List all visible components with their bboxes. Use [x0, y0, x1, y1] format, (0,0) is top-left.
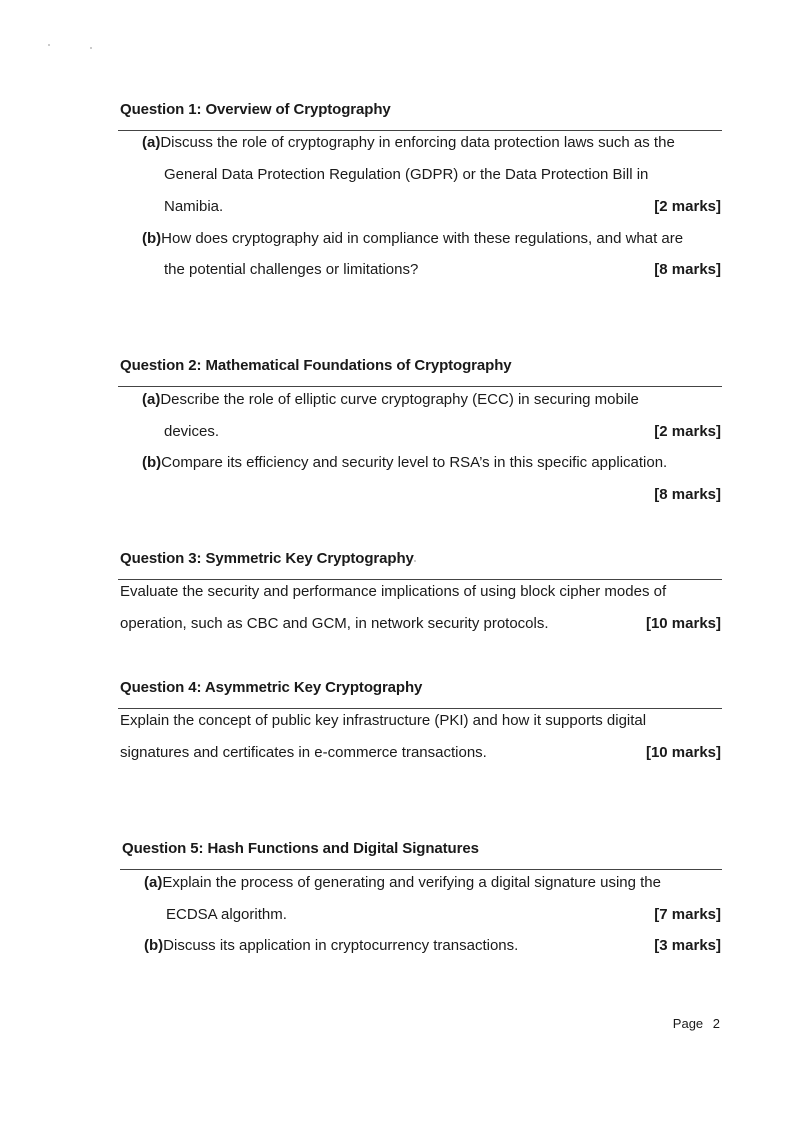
- question-5b-line-1: (b)Discuss its application in cryptocurrency transactions.: [144, 937, 519, 954]
- question-1a-marks: [2 marks]: [654, 198, 721, 215]
- scan-speck: [414, 560, 416, 562]
- question-1b-marks: [8 marks]: [654, 261, 721, 278]
- part-label: (b): [144, 937, 164, 954]
- question-1b-line-1: (b)How does cryptography aid in compliance with these regulations, and what are: [142, 230, 684, 247]
- question-1a-line-1: (a)Discuss the role of cryptography in enforcing data protection laws such as the: [142, 134, 675, 151]
- question-1-title: Question 1: Overview of Cryptography: [120, 101, 391, 118]
- question-4-title: Question 4: Asymmetric Key Cryptography: [120, 679, 423, 696]
- question-4-line-1: Explain the concept of public key infrastructure (PKI) and how it supports digital: [120, 712, 647, 729]
- question-5a-marks: [7 marks]: [654, 906, 721, 923]
- question-5b-marks: [3 marks]: [654, 937, 721, 954]
- question-5-title: Question 5: Hash Functions and Digital Signatures: [122, 840, 479, 857]
- question-5a-line-2: ECDSA algorithm.: [166, 906, 287, 923]
- question-4-marks: [10 marks]: [645, 744, 721, 761]
- question-3-rule: [118, 579, 722, 580]
- part-label: (a): [144, 874, 163, 891]
- question-4-line-2: signatures and certificates in e-commerce transactions.: [120, 744, 487, 761]
- question-1-rule: [118, 130, 722, 131]
- question-4-rule: [118, 708, 722, 709]
- question-2-title: Question 2: Mathematical Foundations of Cryptography: [120, 357, 512, 374]
- question-2a-marks: [2 marks]: [654, 423, 721, 440]
- question-2b-line-1: (b)Compare its efficiency and security level to RSA’s in this specific application.: [142, 454, 668, 471]
- part-label: (b): [142, 454, 162, 471]
- question-1a-line-2: General Data Protection Regulation (GDPR) or the Data Protection Bill in: [164, 166, 649, 183]
- scan-speck: [48, 44, 50, 46]
- question-3-line-1: Evaluate the security and performance implications of using block cipher modes of: [120, 583, 667, 600]
- question-3-marks: [10 marks]: [645, 615, 721, 632]
- question-2-rule: [118, 386, 722, 387]
- question-2b-marks: [8 marks]: [654, 486, 721, 503]
- page-number: Page 2: [672, 1016, 720, 1031]
- question-2a-line-2: devices.: [164, 423, 220, 440]
- question-1a-line-3: Namibia.: [164, 198, 224, 215]
- question-1b-line-2: the potential challenges or limitations?: [164, 261, 419, 278]
- part-label: (b): [142, 230, 162, 247]
- question-2a-line-1: (a)Describe the role of elliptic curve cryptography (ECC) in securing mobile: [142, 391, 639, 408]
- question-3-title: Question 3: Symmetric Key Cryptography: [120, 550, 414, 567]
- scan-speck: [90, 47, 92, 49]
- part-label: (a): [142, 391, 161, 408]
- question-3-line-2: operation, such as CBC and GCM, in network security protocols.: [120, 615, 549, 632]
- question-5-rule: [120, 869, 722, 870]
- part-label: (a): [142, 134, 161, 151]
- question-5a-line-1: (a)Explain the process of generating and verifying a digital signature using the: [144, 874, 661, 891]
